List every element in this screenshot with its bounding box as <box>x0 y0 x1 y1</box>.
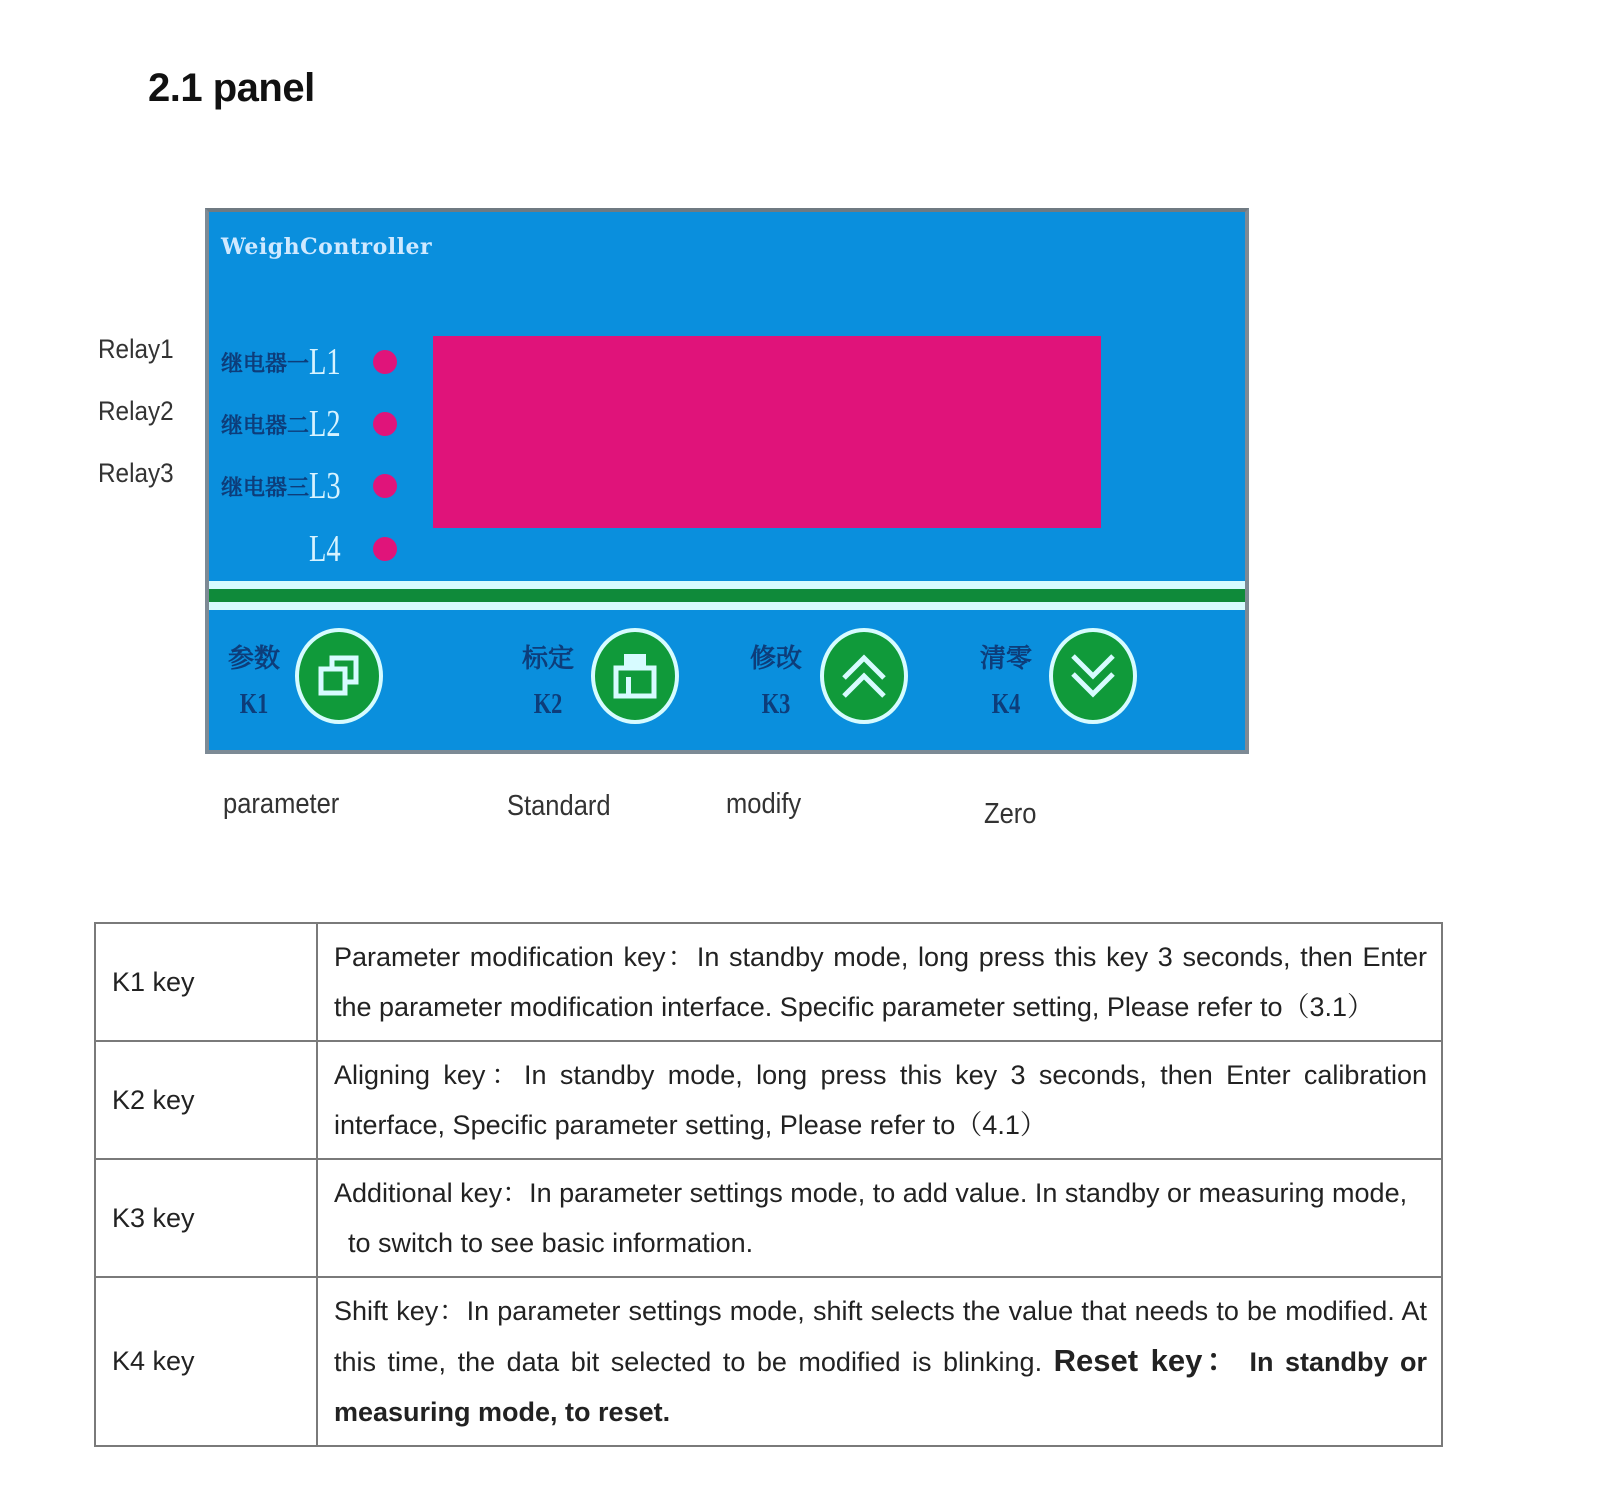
desc-line: to switch to see basic information. <box>348 1228 754 1258</box>
led-name: L3 <box>309 465 341 507</box>
brand-label: WeighController <box>221 234 433 260</box>
led-indicator-icon <box>373 412 397 436</box>
caption-zero: Zero <box>984 798 1037 830</box>
led-row-l1 <box>209 342 397 382</box>
key-desc-cell: Parameter modification key：In standby mode, long press this key 3 seconds, then Enter the parameter modification interface. Specific parameter setting, Please refer to（3.1） <box>317 923 1442 1041</box>
table-row <box>95 1277 1442 1446</box>
key-k3-label <box>741 638 811 721</box>
desc-bold-text: In standby or measuring mode, to reset. <box>334 1347 1428 1427</box>
desc-line: Additional key：In parameter settings mode, to add value. In standby or measuring mode, <box>334 1178 1408 1208</box>
key-description-table <box>94 922 1443 1447</box>
key-code: K2 <box>533 689 563 720</box>
relay3-label: Relay3 <box>98 458 174 488</box>
caption-modify: modify <box>726 788 802 820</box>
key-name-cell: K1 key <box>95 923 317 1041</box>
key-code: K4 <box>991 689 1021 720</box>
divider-stripe-light <box>209 581 1245 589</box>
relay1-label: Relay1 <box>98 334 174 364</box>
key-name-cell: K4 key <box>95 1277 317 1446</box>
weight-display <box>433 336 1101 528</box>
table-row <box>95 1159 1442 1277</box>
k3-modify-button[interactable] <box>820 628 908 724</box>
led-row-l4 <box>209 529 397 569</box>
key-desc-cell: Aligning key：In standby mode, long press this key 3 seconds, then Enter calibration interface, Specific parameter setting, Please refer to（4.1） <box>317 1041 1442 1159</box>
led-indicator-icon <box>373 474 397 498</box>
divider-stripe-light <box>209 602 1245 610</box>
led-cn-label: 继电器一 <box>220 350 309 376</box>
key-cn-label: 修改 <box>749 644 802 674</box>
weigh-controller-panel <box>205 208 1249 754</box>
relay2-label: Relay2 <box>98 396 174 426</box>
k1-parameter-button[interactable] <box>295 628 383 724</box>
desc-bold-heading: Reset key： <box>1053 1343 1242 1378</box>
divider-stripe-green <box>209 589 1245 602</box>
key-code: K1 <box>239 689 269 720</box>
key-name-cell: K2 key <box>95 1041 317 1159</box>
key-desc-cell <box>317 1277 1442 1446</box>
copy-icon <box>311 648 367 704</box>
caption-parameter: parameter <box>223 788 340 820</box>
key-cn-label: 清零 <box>979 644 1032 674</box>
key-cn-label: 标定 <box>521 644 574 674</box>
led-row-l2 <box>209 404 397 444</box>
table-row <box>95 923 1442 1041</box>
key-code: K3 <box>761 689 791 720</box>
led-row-l3 <box>209 466 397 506</box>
k2-standard-button[interactable] <box>591 628 679 724</box>
desc-text: Shift key：In parameter settings mode, shift selects the value that needs to be modified. At this time, the data bit selected to be modified is blinking. <box>334 1296 1427 1377</box>
double-chevron-up-icon <box>836 648 892 704</box>
led-name: L4 <box>309 528 341 570</box>
caption-standard: Standard <box>507 790 611 822</box>
led-indicator-icon <box>373 350 397 374</box>
table-row <box>95 1041 1442 1159</box>
key-desc-cell <box>317 1159 1442 1277</box>
calibrate-icon <box>607 648 663 704</box>
k4-zero-button[interactable] <box>1049 628 1137 724</box>
key-cn-label: 参数 <box>227 644 280 674</box>
key-k1-label <box>219 638 289 721</box>
led-name: L2 <box>309 403 341 445</box>
key-k4-label <box>971 638 1041 721</box>
led-cn-label: 继电器三 <box>220 474 309 500</box>
key-name-cell: K3 key <box>95 1159 317 1277</box>
double-chevron-down-icon <box>1065 648 1121 704</box>
key-k2-label <box>513 638 583 721</box>
led-name: L1 <box>309 341 341 383</box>
led-indicator-icon <box>373 537 397 561</box>
section-title: 2.1 panel <box>148 66 315 110</box>
led-cn-label: 继电器二 <box>220 412 309 438</box>
